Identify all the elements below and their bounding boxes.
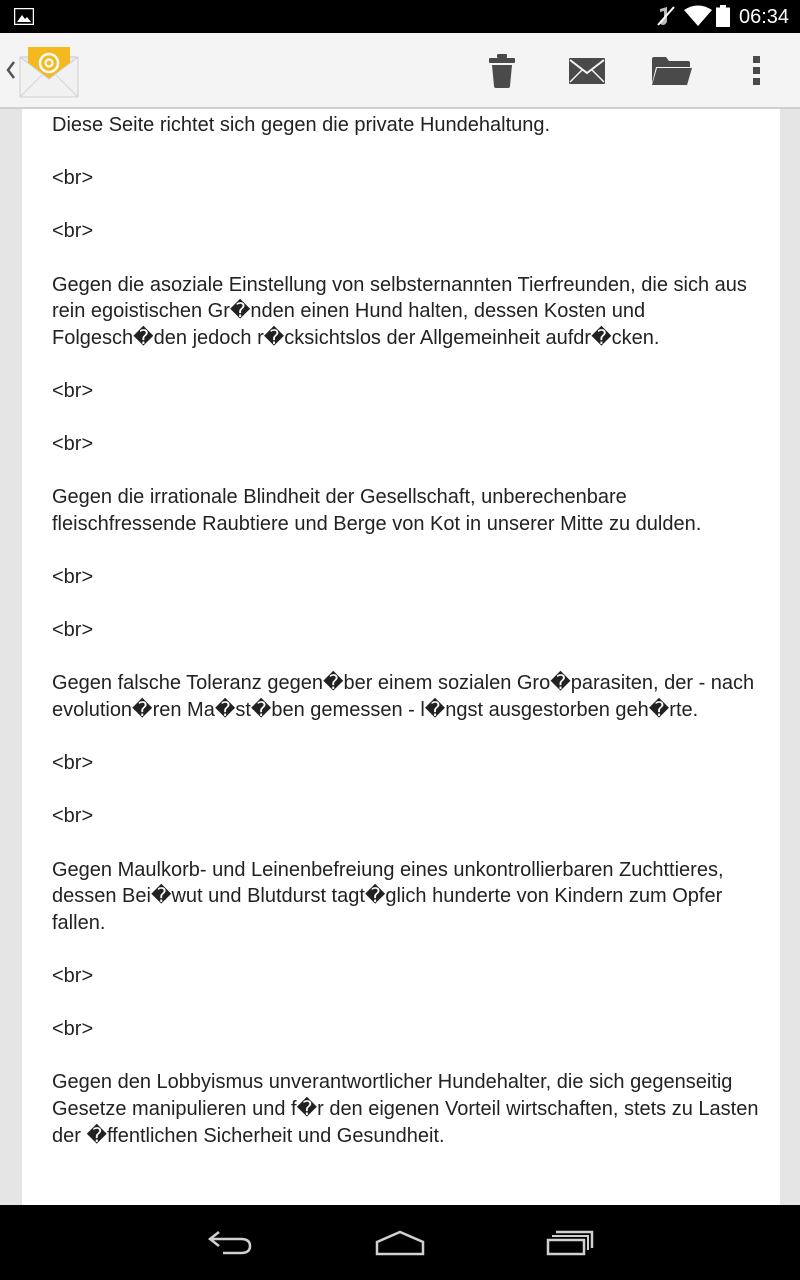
battery-icon: [716, 5, 730, 27]
message-paragraph: Diese Seite richtet sich gegen die private Hundehaltung.: [52, 114, 551, 136]
back-button[interactable]: [200, 1225, 260, 1261]
status-bar: [0, 0, 800, 33]
mute-icon: [655, 5, 677, 27]
message-paragraph: <br>: [52, 220, 94, 243]
home-icon: [374, 1230, 426, 1256]
message-paragraph: Gegen die irrationale Blindheit der Gesellschaft, unberechenbare fleischfressende Raubtiere und Berge von Kot in unserer Mitte zu dulden.: [52, 486, 702, 535]
message-paragraph: <br>: [52, 566, 94, 589]
up-caret-icon[interactable]: [4, 57, 16, 83]
message-paragraph: <br>: [52, 1018, 94, 1041]
overflow-menu-button[interactable]: [729, 45, 785, 97]
delete-button[interactable]: [474, 45, 530, 97]
message-text: [52, 112, 762, 1176]
navigation-bar: [0, 1205, 800, 1280]
status-clock: 06:34: [739, 6, 790, 28]
message-paragraph: <br>: [52, 619, 94, 642]
overflow-menu-icon: [753, 56, 761, 86]
back-icon: [207, 1230, 253, 1256]
mark-unread-button[interactable]: [559, 45, 615, 97]
message-paragraph: <br>: [52, 167, 94, 190]
mark-unread-icon: [569, 58, 605, 84]
message-paragraph: Gegen den Lobbyismus unverantwortlicher Hundehalter, die sich gegenseitig Gesetze manipulieren und f�r den eigenen Vorteil wirtschaften, stets zu Lasten der �ffentlichen Sicherheit und Gesundheit.: [52, 1071, 759, 1147]
message-paragraph: <br>: [52, 752, 94, 775]
recent-apps-button[interactable]: [540, 1225, 600, 1261]
message-body[interactable]: [22, 109, 780, 1205]
message-paragraph: <br>: [52, 379, 94, 402]
delete-icon: [488, 53, 516, 89]
email-app-icon[interactable]: [18, 43, 80, 101]
image-notification-icon: [14, 8, 34, 25]
action-bar: [0, 33, 800, 109]
message-paragraph: <br>: [52, 433, 94, 456]
message-paragraph: <br>: [52, 965, 94, 987]
move-to-folder-icon: [652, 57, 692, 85]
home-button[interactable]: [370, 1225, 430, 1261]
message-paragraph: Gegen Maulkorb- und Leinenbefreiung eines unkontrollierbaren Zuchttieres, dessen Bei�wut und Blutdurst tagt�glich hunderte von Kindern zum Opfer fallen.: [52, 858, 724, 934]
message-paragraph: <br>: [52, 805, 94, 828]
move-to-folder-button[interactable]: [644, 45, 700, 97]
message-paragraph: Gegen die asoziale Einstellung von selbsternannten Tierfreunden, die sich aus rein egoistischen Gr�nden einen Hund halten, dessen Kosten und Folgesch�den jedoch r�cksichtslos der Allgemeinheit aufdr�cken.: [52, 273, 747, 349]
recent-apps-icon: [546, 1230, 594, 1256]
message-paragraph: Gegen falsche Toleranz gegen�ber einem sozialen Gro�parasiten, der - nach evolution�ren Ma�st�ben gemessen - l�ngst ausgestorben geh�rte.: [52, 672, 755, 722]
wifi-icon: [684, 5, 712, 27]
